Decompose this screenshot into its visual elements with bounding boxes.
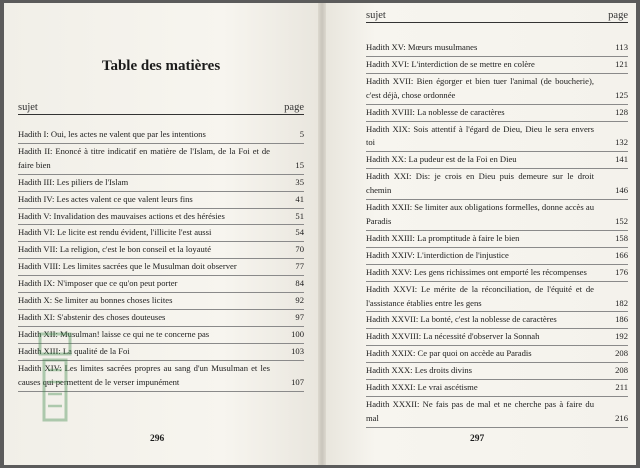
toc-entry-page: 54 <box>295 227 304 238</box>
toc-entry-page: 41 <box>295 193 304 204</box>
book-gutter <box>318 3 326 465</box>
toc-entry-title: Hadith XXII: Se limiter aux obligations formelles, donne accès au Paradis <box>366 202 594 226</box>
toc-entry-page: 158 <box>615 232 628 243</box>
toc-entry <box>18 192 304 209</box>
toc-entry-page: 84 <box>295 278 304 289</box>
toc-entry <box>18 310 304 327</box>
toc-entry-title: Hadith XV: Mœurs musulmanes <box>366 42 478 52</box>
toc-entry-title: Hadith XXX: Les droits divins <box>366 365 472 376</box>
toc-entry-title: Hadith XXV: Les gens richissimes ont emporté les récompenses <box>366 266 587 277</box>
page-column-label: page <box>284 102 304 113</box>
left-column-header <box>18 102 304 115</box>
toc-entry <box>18 144 304 175</box>
toc-entry-title: Hadith XXVI: Le mérite de la réconciliation, de l'équité et de l'assistance établies entre les gens <box>366 283 594 308</box>
toc-entry <box>366 200 628 231</box>
toc-entry <box>366 122 628 153</box>
toc-entry-title: Hadith XI: S'abstenir des choses douteuses <box>18 311 166 322</box>
subject-column-label: sujet <box>366 10 386 21</box>
toc-entry <box>366 346 628 363</box>
toc-entry-title: Hadith XXIII: La promptitude à faire le bien <box>366 232 520 243</box>
toc-entry <box>366 231 628 248</box>
toc-entry-page: 100 <box>291 328 304 339</box>
toc-entry-page: 125 <box>615 89 628 100</box>
toc-entry-title: Hadith XXXII: Ne fais pas de mal et ne cherche pas à faire du mal <box>366 398 594 423</box>
toc-entry-page: 107 <box>291 376 304 387</box>
toc-entry-title: Hadith XIII: La qualité de la Foi <box>18 345 130 356</box>
toc-entry-title: Hadith V: Invalidation des mauvaises actions et des hérésies <box>18 210 225 221</box>
toc-entry-title: Hadith XVII: Bien égorger et bien tuer l'animal (de boucherie), c'est déjà, chose ordonnée <box>366 75 594 100</box>
toc-entry <box>18 225 304 242</box>
toc-entry <box>366 40 628 57</box>
toc-entry <box>18 276 304 293</box>
toc-entry-page: 70 <box>295 244 304 255</box>
toc-entry-page: 208 <box>615 348 628 359</box>
toc-entry <box>366 105 628 122</box>
toc-entry-page: 97 <box>295 311 304 322</box>
toc-entry-title: Hadith XXIV: L'interdiction de l'injustice <box>366 249 509 260</box>
toc-entry <box>18 209 304 226</box>
toc-entry-page: 208 <box>615 365 628 376</box>
toc-entry-title: Hadith XXVIII: La nécessité d'observer la Sonnah <box>366 331 540 342</box>
toc-entry <box>18 242 304 259</box>
toc-entry-page: 216 <box>615 412 628 423</box>
toc-entry-title: Hadith XX: La pudeur est de la Foi en Dieu <box>366 154 517 165</box>
toc-entry <box>366 312 628 329</box>
left-page-number: 296 <box>150 434 165 444</box>
toc-entry-page: 15 <box>295 159 304 170</box>
toc-entry <box>18 175 304 192</box>
toc-entry-title: Hadith XXXI: Le vrai ascétisme <box>366 382 478 393</box>
toc-entry-page: 5 <box>299 129 304 139</box>
toc-entry <box>366 265 628 282</box>
toc-entry-title: Hadith II: Enoncé à titre indicatif en matière de l'Islam, de la Foi et de faire bien <box>18 145 270 170</box>
toc-entry <box>366 74 628 105</box>
page-column-label: page <box>608 10 628 21</box>
toc-entry-title: Hadith XII: Musulman! laisse ce qui ne te concerne pas <box>18 328 210 339</box>
toc-entry-page: 92 <box>295 295 304 306</box>
toc-entry-page: 176 <box>615 266 628 277</box>
toc-title: Table des matières <box>101 58 221 74</box>
toc-entry-title: Hadith XVI: L'interdiction de se mettre en colère <box>366 58 535 69</box>
right-page-number: 297 <box>470 434 485 444</box>
toc-entry-page: 146 <box>615 185 628 196</box>
toc-entry <box>366 169 628 200</box>
toc-entry-title: Hadith VII: La religion, c'est le bon conseil et la loyauté <box>18 244 212 255</box>
subject-column-label: sujet <box>18 102 38 113</box>
right-column-header <box>366 10 628 23</box>
right-toc-list <box>366 40 628 428</box>
toc-entry <box>366 248 628 265</box>
toc-entry-page: 211 <box>615 382 628 393</box>
toc-entry <box>366 152 628 169</box>
toc-entry-title: Hadith XXIX: Ce par quoi on accède au Paradis <box>366 348 532 359</box>
toc-entry-title: Hadith XXI: Dis: je crois en Dieu puis demeure sur le droit chemin <box>366 171 594 196</box>
toc-entry-page: 186 <box>615 314 628 325</box>
toc-entry-page: 77 <box>295 261 304 272</box>
toc-entry <box>18 259 304 276</box>
toc-entry-title: Hadith VIII: Les limites sacrées que le Musulman doit observer <box>18 261 237 272</box>
toc-entry-page: 132 <box>615 137 628 148</box>
toc-entry-page: 51 <box>295 210 304 221</box>
toc-entry-title: Hadith XIV: Les limites sacrées propres au sang d'un Musulman et les causes qui permettent de le verser impunément <box>18 362 270 387</box>
toc-entry-title: Hadith IX: N'imposer que ce qu'on peut porter <box>18 278 178 289</box>
toc-entry <box>366 329 628 346</box>
toc-entry-title: Hadith XIX: Sois attentif à l'égard de Dieu, Dieu le sera envers toi <box>366 123 594 148</box>
toc-entry-title: Hadith III: Les piliers de l'Islam <box>18 176 129 187</box>
toc-entry-page: 182 <box>615 297 628 308</box>
toc-entry <box>366 397 628 428</box>
toc-entry-page: 113 <box>615 42 628 52</box>
toc-entry-page: 121 <box>615 58 628 69</box>
toc-entry-title: Hadith IV: Les actes valent ce que valent leurs fins <box>18 193 193 204</box>
toc-entry <box>18 127 304 144</box>
toc-entry-page: 166 <box>615 249 628 260</box>
toc-entry <box>366 380 628 397</box>
toc-entry-title: Hadith VI: Le licite est rendu évident, l'illicite l'est aussi <box>18 227 212 238</box>
toc-entry-page: 192 <box>615 331 628 342</box>
library-stamp-mark <box>34 330 76 426</box>
toc-entry <box>366 57 628 74</box>
toc-entry-page: 128 <box>615 106 628 117</box>
toc-entry-page: 141 <box>615 154 628 165</box>
toc-entry-title: Hadith I: Oui, les actes ne valent que par les intentions <box>18 129 206 139</box>
toc-entry-title: Hadith XVIII: La noblesse de caractères <box>366 106 505 117</box>
toc-entry-page: 35 <box>295 176 304 187</box>
toc-entry-page: 152 <box>615 215 628 226</box>
toc-entry <box>18 293 304 310</box>
toc-entry <box>366 363 628 380</box>
toc-entry <box>366 282 628 313</box>
toc-entry-title: Hadith XXVII: La bonté, c'est la noblesse de caractères <box>366 314 557 325</box>
toc-entry-page: 103 <box>291 345 304 356</box>
toc-entry-title: Hadith X: Se limiter au bonnes choses licites <box>18 295 173 306</box>
